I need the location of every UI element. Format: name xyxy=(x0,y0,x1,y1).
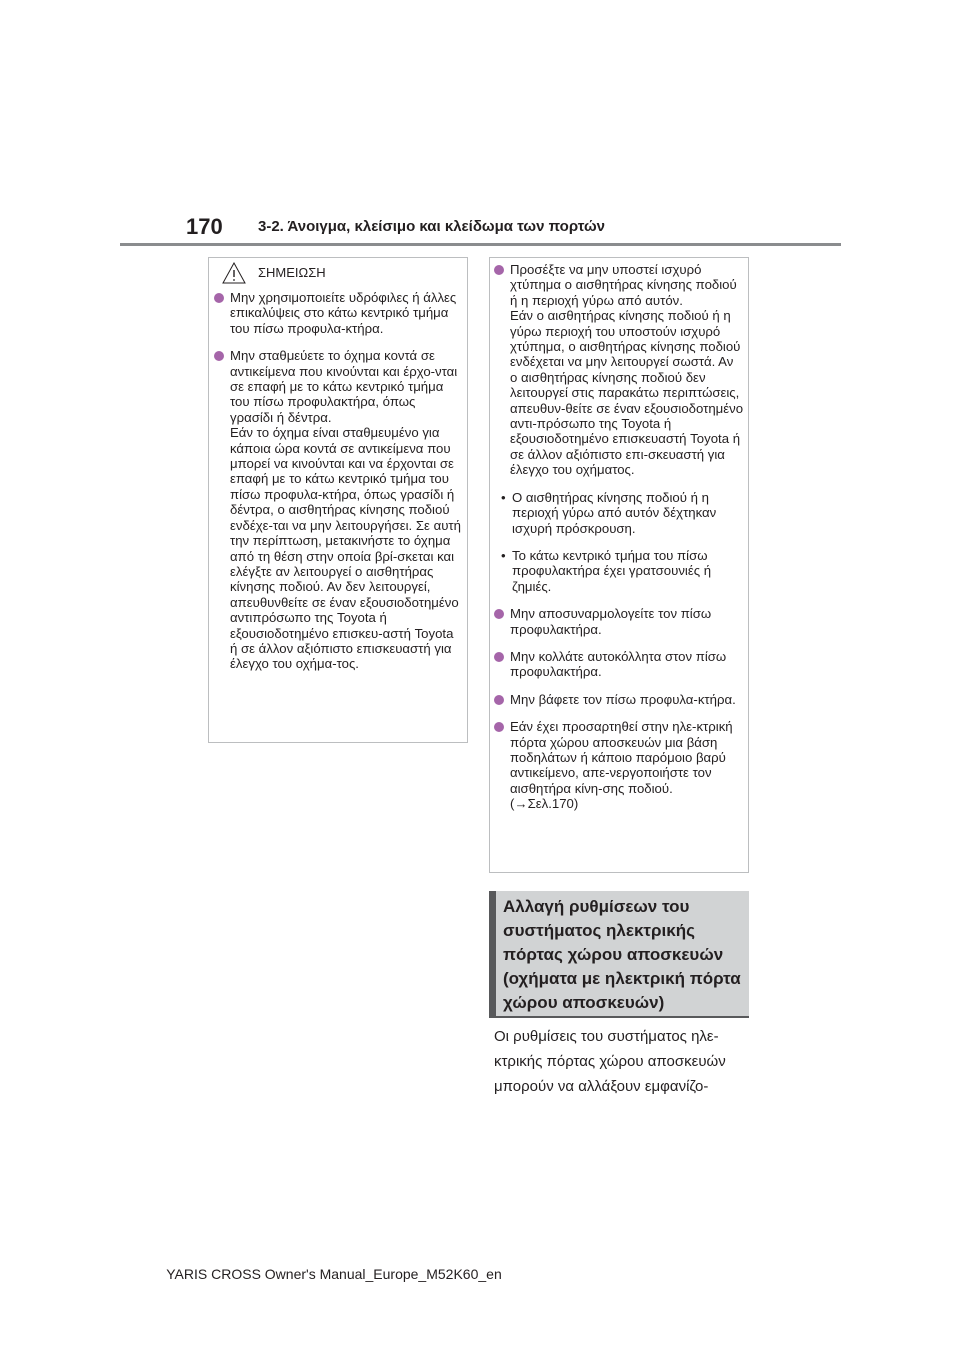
page-reference-link[interactable]: Σελ.170) xyxy=(527,796,579,812)
sub-item xyxy=(496,490,744,536)
list-item xyxy=(494,262,744,478)
page-number: 170 xyxy=(186,214,223,239)
bullet-icon xyxy=(214,293,224,303)
note-item-text: Μην σταθμεύετε το όχημα κοντά σε αντικείμενα που κινούνται και έρχο-νται σε επαφή με το κάτω κεντρικό τμήμα του πίσω προφυλακτήρα, όπως γρασίδι ή δέντρα. xyxy=(230,348,458,425)
sub-item-text: Ο αισθητήρας κίνησης ποδιού ή η περιοχή γύρω από αυτόν δέχτηκαν ισχυρή πρόσκρουση. xyxy=(512,489,717,536)
sub-item-text: Το κάτω κεντρικό τμήμα του πίσω προφυλακτήρα έχει γρατσουνιές ή ζημιές. xyxy=(512,547,712,594)
list-item xyxy=(494,692,744,707)
item-text: Μην κολλάτε αυτοκόλλητα στον πίσω προφυλακτήρα. xyxy=(510,648,727,680)
bullet-icon xyxy=(214,351,224,361)
bullet-icon xyxy=(494,609,504,619)
section-heading: Αλλαγή ρυθμίσεων του συστήματος ηλεκτρικής πόρτας χώρου αποσκευών (οχήματα με ηλεκτρική πόρτα χώρου αποσκευών) xyxy=(503,897,741,1012)
note-content xyxy=(214,290,462,684)
sub-bullet-icon: • xyxy=(501,547,506,563)
note-label: ΣΗΜΕΙΩΣΗ xyxy=(258,265,326,280)
bullet-icon xyxy=(494,722,504,732)
item-text: Μην αποσυναρμολογείτε τον πίσω προφυλακτήρα. xyxy=(510,606,712,637)
list-item xyxy=(494,719,744,811)
item-text xyxy=(510,719,744,811)
list-item xyxy=(494,606,744,637)
arrow-icon: → xyxy=(514,796,528,812)
bullet-icon xyxy=(494,265,504,275)
item-text: Εάν ο αισθητήρας κίνησης ποδιού ή η γύρω περιοχή του υποστούν ισχυρό χτύπημα, ο αισθητήρας κίνησης ποδιού ενδέχεται να μην λειτουργεί σωστά. Αν ο αισθητήρας κίνησης ποδιού δεν λειτουργεί στις παρακάτω περιπτώσεις, απευθυν-θείτε σε έναν εξουσιοδοτημένο αντι-πρόσωπο της Toyota ή εξουσιοδοτημένο επισκευαστή Toyota ή σε άλλον αξιόπιστο επι-σκευαστή για έλεγχο του οχήματος. xyxy=(510,308,744,478)
sub-item xyxy=(496,548,744,594)
heading-rule xyxy=(489,1016,749,1018)
header-rule xyxy=(120,243,841,246)
sub-bullet-icon: • xyxy=(501,489,506,505)
note-item-text: Μην χρησιμοποιείτε υδρόφιλες ή άλλες επικαλύψεις στο κάτω κεντρικό τμήμα του πίσω προφυλα-κτήρα. xyxy=(230,290,457,336)
section-title: 3-2. Άνοιγμα, κλείσιμο και κλείδωμα των πορτών xyxy=(258,218,605,235)
item-text: Μην βάφετε τον πίσω προφυλα-κτήρα. xyxy=(510,691,736,707)
item-text: Προσέξτε να μην υποστεί ισχυρό χτύπημα ο αισθητήρας κίνησης ποδιού ή η περιοχή γύρω από αυτόν. xyxy=(510,262,737,308)
section-heading-box xyxy=(489,891,749,1017)
footer xyxy=(0,1264,960,1284)
caution-content xyxy=(494,262,744,824)
heading-accent-bar xyxy=(489,891,496,1017)
item-text-body: Εάν έχει προσαρτηθεί στην ηλε-κτρική πόρτα χώρου αποσκευών μια βάση ποδηλάτων ή κάποιο παρόμοιο βαρύ αντικείμενο, απε-νεργοποιήστε τον αισθητήρα κίνη-σης ποδιού. ( xyxy=(510,719,733,812)
note-item-text: Εάν το όχημα είναι σταθμευμένο για κάποια ώρα κοντά σε αντικείμενα που μπορεί να κινούνται και να έρχονται σε επαφή με το κάτω κεντρικό τμήμα του πίσω προφυλα-κτήρα, όπως γρασίδι ή δέντρα, ο αισθητήρας κίνησης ποδιού ενδέχε-ται να μην λειτουργήσει. Σε αυτή την περίπτωση, μετακινήστε το όχημα από τη θέση στην οποία βρί-σκεται και ελέγξτε αν λειτουργεί ο αισθητήρας κίνησης ποδιού. Αν δεν λειτουργεί, απευθυνθείτε σε έναν εξουσιοδοτημένο αντιπρόσωπο της Toyota ή εξουσιοδοτημένο επισκευ-αστή Toyota ή σε άλλον αξιόπιστο επισκευαστή για έλεγχο του οχήμα-τος. xyxy=(230,425,461,672)
bullet-icon xyxy=(494,652,504,662)
list-item xyxy=(494,649,744,680)
list-item xyxy=(214,290,462,336)
footer-text: YARIS CROSS Owner's Manual_Europe_M52K60_en xyxy=(166,1266,502,1282)
warning-triangle-icon xyxy=(222,262,246,284)
bullet-icon xyxy=(494,695,504,705)
list-item xyxy=(214,348,462,672)
section-body-text: Οι ρυθμίσεις του συστήματος ηλε-κτρικής πόρτας χώρου αποσκευών μπορούν να αλλάξουν εμφανίζο- xyxy=(494,1028,726,1095)
